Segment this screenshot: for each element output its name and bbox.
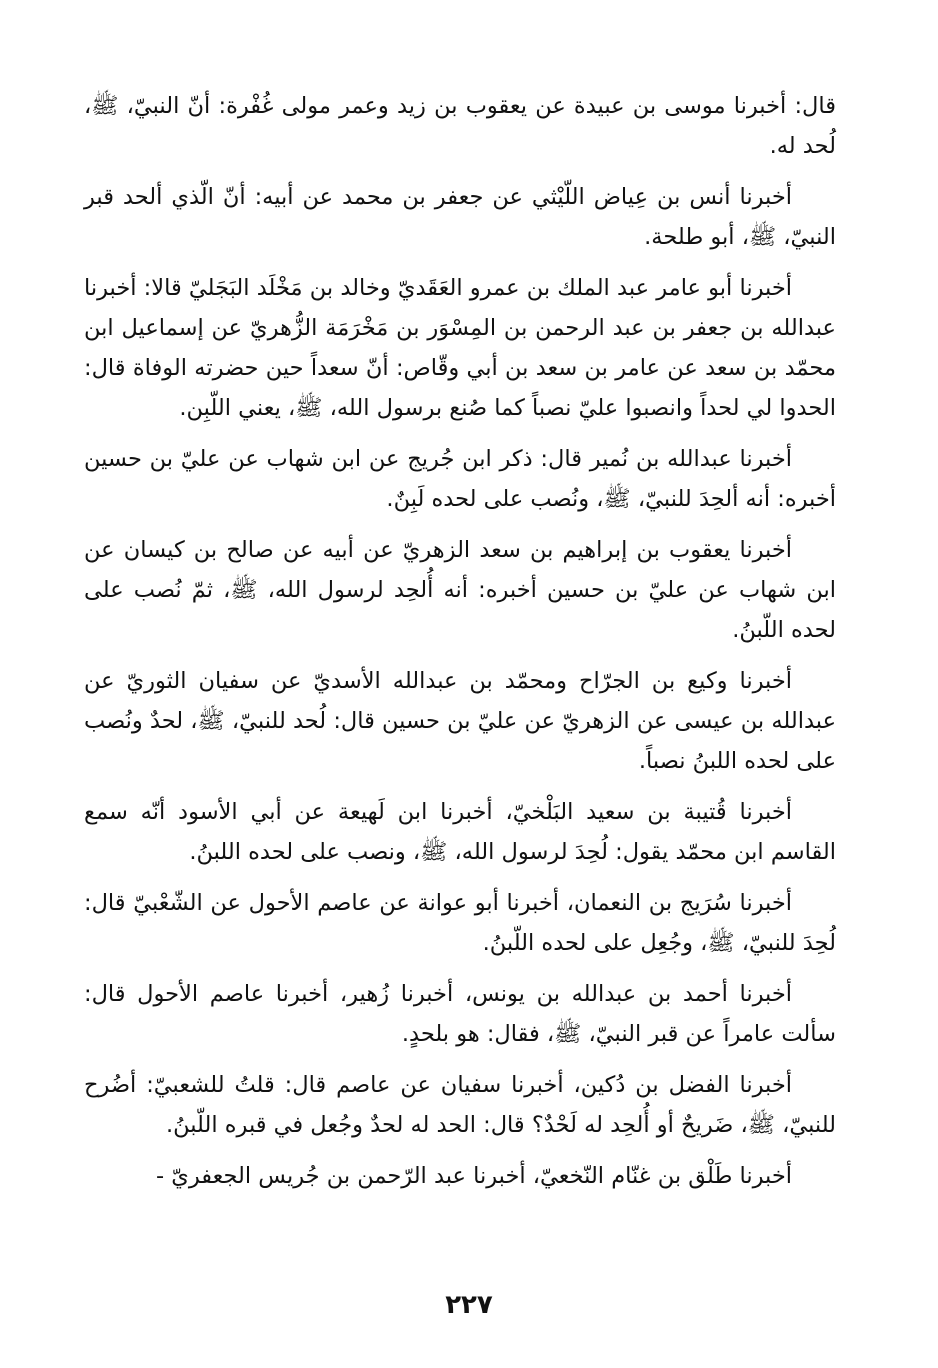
- paragraph: أخبرنا عبدالله بن نُمير قال: ذكر ابن جُريج عن ابن شهاب عن عليّ بن حسين أخبره: أنه ألحِدَ للنبيّ، ﷺ، ونُصب على لحده لَبِنٌ.: [84, 446, 836, 512]
- paragraph: قال: أخبرنا موسى بن عبيدة عن يعقوب بن زيد وعمر مولى غُفْرة: أنّ النبيّ، ﷺ، لُحد له.: [84, 93, 836, 159]
- paragraph: أخبرنا يعقوب بن إبراهيم بن سعد الزهريّ عن أبيه عن صالح بن كيسان عن ابن شهاب عن عليّ بن حسين أخبره: أنه أُلحِد لرسول الله، ﷺ، ثمّ نُصب على لحده اللّبنُ.: [84, 537, 836, 643]
- paragraph: أخبرنا الفضل بن دُكين، أخبرنا سفيان عن عاصم قال: قلتُ للشعبيّ: أضُرح للنبيّ، ﷺ، ضَريحٌ أو أُلحِد له لَحْدٌ؟ قال: الحد له لحدٌ وجُعل في قبره اللّبنُ.: [84, 1072, 836, 1138]
- page-text: [84, 86, 836, 1207]
- paragraph: أخبرنا طَلْق بن غنّام النّخعيّ، أخبرنا عبد الرّحمن بن جُريس الجعفريّ -: [155, 1163, 792, 1189]
- page-number: ٢٢٧: [445, 1290, 493, 1320]
- paragraph: أخبرنا أنس بن عِياض اللّيْثي عن جعفر بن محمد عن أبيه: أنّ الّذي ألحد قبر النبيّ، ﷺ، أبو طلحة.: [84, 184, 836, 250]
- paragraph: أخبرنا أحمد بن عبدالله بن يونس، أخبرنا زُهير، أخبرنا عاصم الأحول قال: سألت عامراً عن قبر النبيّ، ﷺ، فقال: هو بلحدٍ.: [84, 981, 836, 1047]
- paragraph: أخبرنا أبو عامر عبد الملك بن عمرو العَقَديّ وخالد بن مَخْلَد البَجَليّ قالا: أخبرنا عبدالله بن جعفر بن عبد الرحمن بن المِسْوَر بن مَخْرَمَة الزُّهريّ عن إسماعيل ابن محمّد بن سعد عن عامر بن سعد بن أبي وقّاص: أنّ سعداً حين حضرته الوفاة قال: الحدوا لي لحداً وانصبوا عليّ نصباً كما صُنع برسول الله، ﷺ، يعني اللّبِن.: [84, 275, 836, 421]
- paragraph: أخبرنا قُتيبة بن سعيد البَلْخيّ، أخبرنا ابن لَهيعة عن أبي الأسود أنّه سمع القاسم ابن محمّد يقول: لُحِدَ لرسول الله، ﷺ، ونصب على لحده اللبنُ.: [84, 799, 836, 865]
- paragraph: أخبرنا وكيع بن الجرّاح ومحمّد بن عبدالله الأسديّ عن سفيان الثوريّ عن عبدالله بن عيسى عن الزهريّ عن عليّ بن حسين قال: لُحد للنبيّ، ﷺ، لحدٌ ونُصب على لحده اللبنُ نصباً.: [84, 668, 836, 774]
- paragraph: أخبرنا سُرَيج بن النعمان، أخبرنا أبو عوانة عن عاصم الأحول عن الشّعْبيّ قال: لُحِدَ للنبيّ، ﷺ، وجُعِل على لحده اللّبنُ.: [84, 890, 836, 956]
